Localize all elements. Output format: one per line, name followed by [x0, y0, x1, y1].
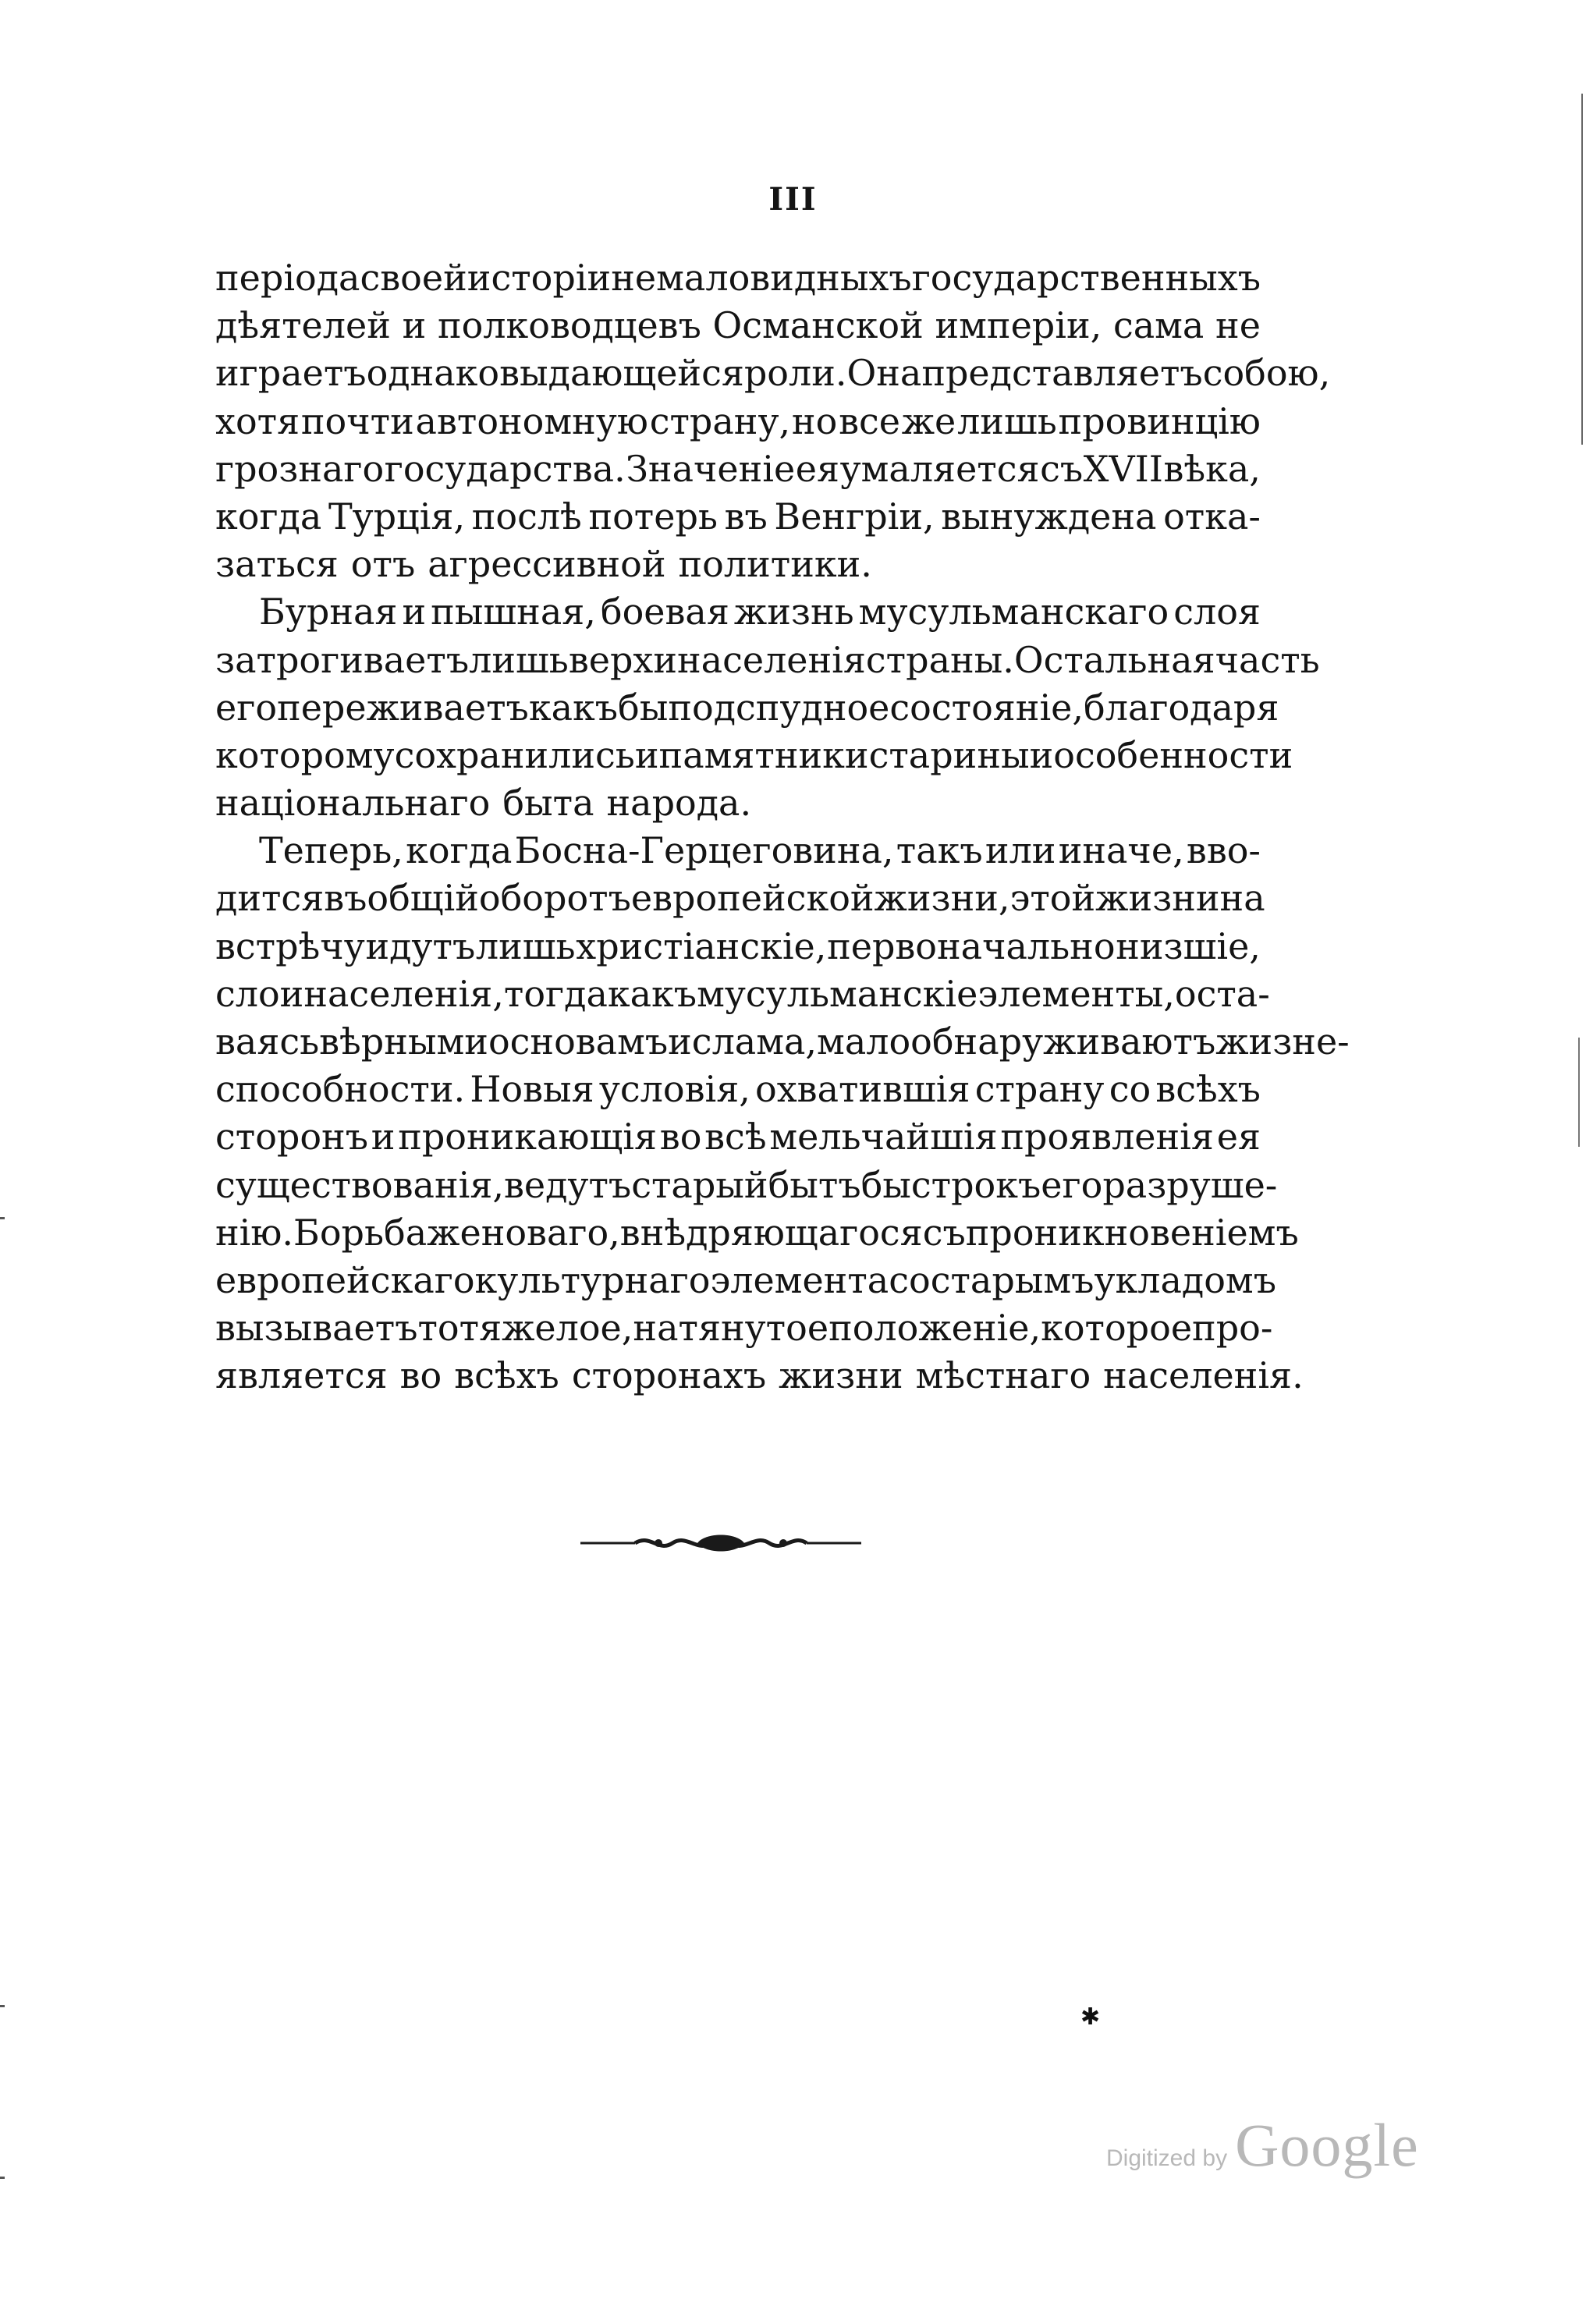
page-edge-shadow [1578, 1038, 1580, 1147]
text-line: Теперь, когда Босна-Герцеговина, такъ или иначе, вво- [259, 829, 1261, 872]
text-line: заться отъ агрессивной политики. [215, 543, 872, 586]
body-text [215, 254, 1350, 1400]
page-edge-shadow [1581, 94, 1583, 445]
text-line: когда Турція, послѣ потерь въ Венгріи, вынуждена отка- [215, 495, 1261, 538]
text-line: слои населенія, тогда какъ мусульманскіе элементы, оста- [215, 972, 1270, 1015]
text-line: національнаго быта народа. [215, 782, 752, 825]
text-line: дится въ общій оборотъ европейской жизни, этой жизни на [215, 877, 1265, 920]
google-logo-text: Google [1235, 2111, 1419, 2179]
text-line: вызываетъ то тяжелое, натянутое положеніе, которое про- [215, 1307, 1273, 1350]
text-line: существованія, ведутъ старый бытъ быстро къ его разруше- [215, 1163, 1278, 1206]
page-number: III [768, 181, 818, 218]
paragraph [215, 588, 1320, 827]
paragraph [215, 827, 1350, 1400]
text-line: Бурная и пышная, боевая жизнь мусульманскаго слоя [259, 591, 1261, 633]
digitized-by-google-watermark [1106, 2110, 1419, 2180]
text-line: европейскаго культурнаго элемента со старымъ укладомъ [215, 1258, 1276, 1301]
margin-speck [0, 2177, 5, 2179]
end-ornament [580, 1527, 861, 1559]
text-line: встрѣчу идутъ лишь христіанскіе, первоначально низшіе, [215, 924, 1261, 967]
text-line: которому сохранились и памятники старины и особенности [215, 733, 1293, 776]
ink-blot-icon: ✱ [1080, 2003, 1101, 2031]
text-line: грознаго государства. Значеніе ея умаляется съ XVII вѣка, [215, 447, 1261, 490]
paragraph [215, 254, 1331, 588]
text-line: сторонъ и проникающія во всѣ мельчайшія проявленія ея [215, 1116, 1261, 1158]
text-line: играетъ однако выдающейся роли. Она представляетъ собою, [215, 352, 1331, 395]
text-line: періода своей исторіи не мало видныхъ государственныхъ [215, 257, 1261, 299]
text-line: способности. Новыя условія, охватившія страну со всѣхъ [215, 1068, 1261, 1111]
text-line: является во всѣхъ сторонахъ жизни мѣстнаго населенія. [215, 1354, 1304, 1397]
text-line: нію. Борьба же новаго, внѣдряющагося съ проникновеніемъ [215, 1211, 1299, 1254]
digitized-label: Digitized by [1106, 2145, 1228, 2171]
text-line: хотя почти автономную страну, но все же лишь провинцію [215, 399, 1261, 442]
text-line: дѣятелей и полководцевъ Османской имперіи, сама не [215, 304, 1261, 347]
text-line: его переживаетъ какъ бы подспудное состояніе, благодаря [215, 686, 1279, 729]
margin-speck [0, 2005, 5, 2007]
text-line: ваясь вѣрными основамъ ислама, мало обнаруживаютъ жизне- [215, 1020, 1350, 1063]
margin-speck [0, 1217, 5, 1219]
text-line: затрогиваетъ лишь верхи населенія страны. Остальная часть [215, 638, 1320, 681]
